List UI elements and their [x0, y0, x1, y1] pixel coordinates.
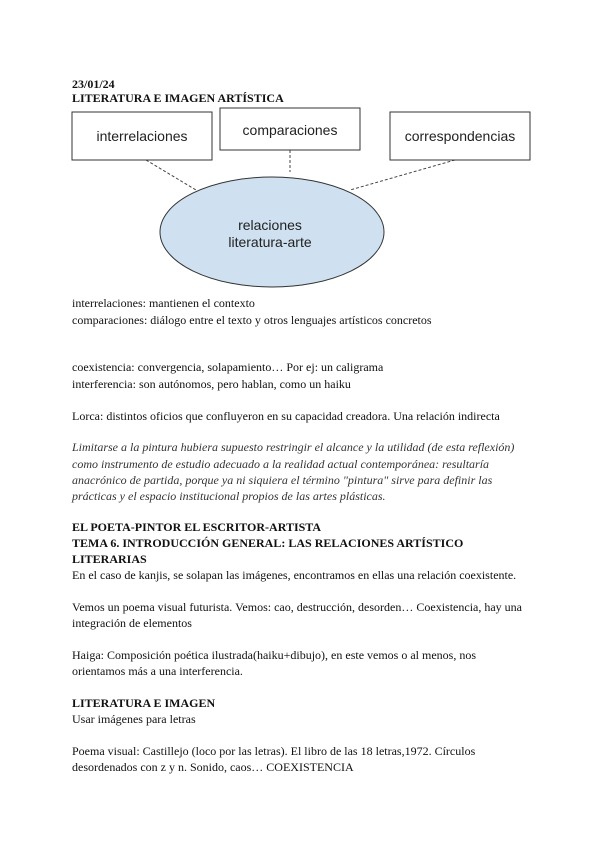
- ellipse-label-line1: relaciones: [238, 217, 302, 233]
- ellipse-label-line2: literatura-arte: [228, 234, 312, 250]
- def-comparaciones: comparaciones: diálogo entre el texto y otros lenguajes artísticos concretos: [72, 313, 432, 327]
- section3-p1b: desordenados con z y n. Sonido, caos… COEXISTENCIA: [72, 760, 354, 774]
- section2-p2b: integración de elementos: [72, 616, 192, 630]
- quote-line-4: prácticas y el espacio institucional propios de las artes plásticas.: [72, 489, 386, 503]
- box-correspondencias-label: correspondencias: [404, 128, 516, 144]
- section3-heading: LITERATURA E IMAGEN: [72, 696, 216, 710]
- connector-right: [350, 160, 455, 190]
- section2-p2a: Vemos un poema visual futurista. Vemos: cao, destrucción, desorden… Coexistencia, hay una: [72, 600, 523, 614]
- section3-p1a: Poema visual: Castillejo (loco por las letras). El libro de las 18 letras,1972. Círculos: [72, 744, 476, 758]
- box-comparaciones-label: comparaciones: [242, 122, 338, 138]
- section2-heading2a: TEMA 6. INTRODUCCIÓN GENERAL: LAS RELACIONES ARTÍSTICO: [72, 536, 464, 550]
- quote-line-3: anacrónico de partida, porque ya ni siquiera el término "pintura" sirve para definir las: [72, 473, 493, 487]
- section2-p3a: Haiga: Composición poética ilustrada(haiku+dibujo), en este vemos o al menos, nos: [72, 648, 477, 662]
- note-interferencia: interferencia: son autónomos, pero hablan, como un haiku: [72, 377, 351, 391]
- def-interrelaciones: interrelaciones: mantienen el contexto: [72, 296, 255, 310]
- box-interrelaciones-label: interrelaciones: [96, 128, 188, 144]
- section2-heading1: EL POETA-PINTOR EL ESCRITOR-ARTISTA: [72, 520, 322, 534]
- note-lorca: Lorca: distintos oficios que confluyeron en su capacidad creadora. Una relación indirecta: [72, 409, 500, 423]
- connector-left: [146, 160, 196, 190]
- document-title: LITERATURA E IMAGEN ARTÍSTICA: [72, 91, 284, 105]
- document-date: 23/01/24: [72, 77, 115, 91]
- section2-p1: En el caso de kanjis, se solapan las imágenes, encontramos en ellas una relación coexistente.: [72, 568, 517, 582]
- section2-heading2b: LITERARIAS: [72, 552, 147, 566]
- relations-diagram: [0, 0, 600, 300]
- section2-p3b: orientamos más a una interferencia.: [72, 664, 243, 678]
- note-coexistencia: coexistencia: convergencia, solapamiento… Por ej: un caligrama: [72, 360, 384, 374]
- quote-line-1: Limitarse a la pintura hubiera supuesto restringir el alcance y la utilidad (de esta reflexión): [72, 440, 515, 454]
- section3-sub: Usar imágenes para letras: [72, 712, 196, 726]
- quote-line-2: como instrumento de estudio adecuado a la realidad actual contemporánea: resultaría: [72, 457, 490, 471]
